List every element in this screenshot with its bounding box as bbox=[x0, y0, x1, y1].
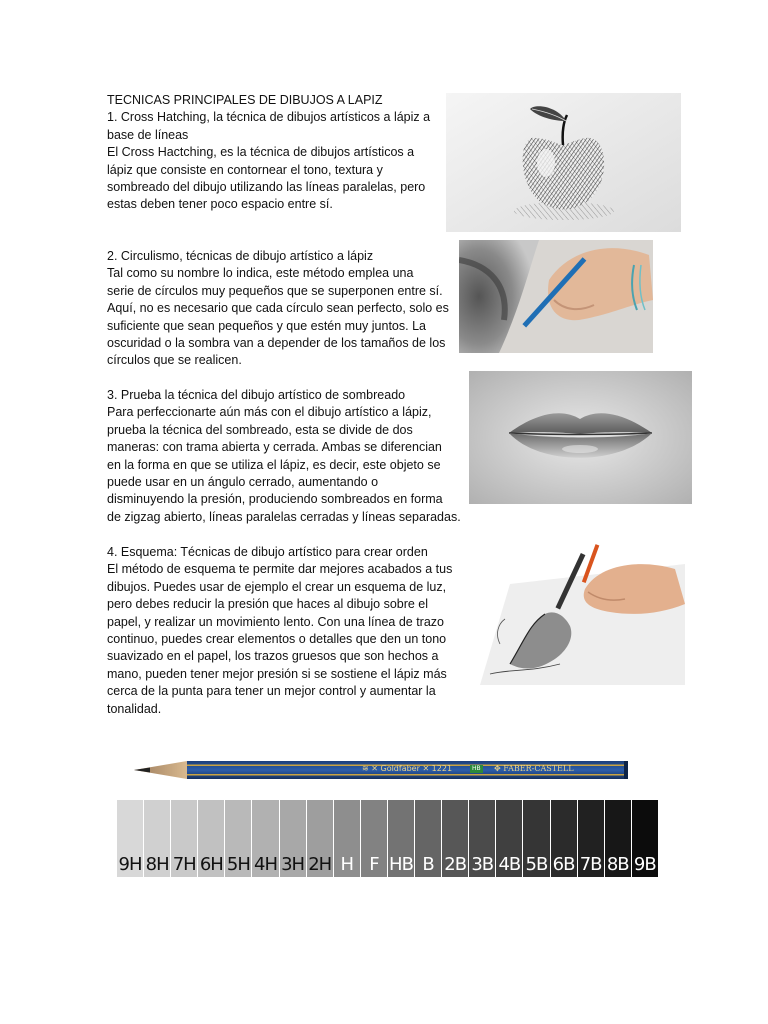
section-4-line-4: papel, y realizar un movimiento lento. Con una línea de trazo bbox=[107, 614, 444, 629]
grade-label: 7B bbox=[579, 854, 602, 875]
grade-swatch-2h bbox=[307, 800, 333, 877]
section-2-line-5: oscuridad o la sombra van a depender de los tamaños de los bbox=[107, 336, 446, 351]
section-2-line-6: círculos que se realicen. bbox=[107, 353, 242, 368]
section-4-line-6: suavizado en el papel, los trazos gruesos que son hechos a bbox=[107, 649, 439, 664]
grade-label: 6H bbox=[199, 854, 223, 875]
pencil-brand-text: ✥ FABER-CASTELL bbox=[494, 764, 574, 773]
grade-label: 3H bbox=[281, 854, 305, 875]
grade-swatch-3h bbox=[280, 800, 306, 877]
grade-label: 8B bbox=[606, 854, 629, 875]
grade-label: B bbox=[422, 854, 434, 875]
grade-swatch-f bbox=[361, 800, 387, 877]
grade-swatch-hb bbox=[388, 800, 414, 877]
grade-swatch-4h bbox=[252, 800, 278, 877]
section-3-text bbox=[107, 387, 461, 526]
grade-label: 7H bbox=[172, 854, 196, 875]
grade-label: 2B bbox=[444, 854, 467, 875]
grade-label: F bbox=[369, 854, 379, 875]
section-3-heading: 3. Prueba la técnica del dibujo artístico de sombreado bbox=[107, 388, 406, 402]
section-1-text bbox=[107, 92, 430, 214]
graphite-grade-scale bbox=[117, 800, 658, 877]
grade-swatch-7b bbox=[578, 800, 604, 877]
section-1-line-2: lápiz que consiste en contornear el tono, textura y bbox=[107, 162, 383, 177]
grade-label: 2H bbox=[308, 854, 332, 875]
grade-swatch-2b bbox=[442, 800, 468, 877]
section-4-line-5: continuo, puedes crear elementos o detalles que den un tono bbox=[107, 632, 447, 647]
section-1-heading-line-1: 1. Cross Hatching, la técnica de dibujos artísticos a lápiz a bbox=[107, 110, 431, 125]
section-4-line-9: tonalidad. bbox=[107, 701, 162, 716]
grade-label: 5H bbox=[226, 854, 250, 875]
grade-swatch-6h bbox=[198, 800, 224, 877]
grade-swatch-9b bbox=[632, 800, 658, 877]
grade-swatch-3b bbox=[469, 800, 495, 877]
section-1-line-1: El Cross Hactching, es la técnica de dibujos artísticos a bbox=[107, 145, 415, 160]
grade-label: 3B bbox=[471, 854, 494, 875]
section-4-heading: 4. Esquema: Técnicas de dibujo artístico para crear orden bbox=[107, 545, 428, 559]
apple-sketch-image bbox=[446, 93, 681, 232]
section-3-line-6: disminuyendo la presión, produciendo sombreados en forma bbox=[107, 492, 443, 507]
grade-label: 9B bbox=[633, 854, 656, 875]
section-3-line-7: de zigzag abierto, líneas paralelas cerradas y líneas separadas. bbox=[107, 509, 461, 524]
pencil-model-text: ≋ ✕ Goldfaber ✕ 1221 bbox=[362, 764, 453, 773]
section-2-line-1: Tal como su nombre lo indica, este método emplea una bbox=[107, 266, 414, 281]
section-2-line-3: Aquí, no es necesario que cada círculo sean perfecto, solo es bbox=[107, 301, 449, 316]
section-4-line-2: dibujos. Puedes usar de ejemplo el crear un esquema de luz, bbox=[107, 579, 447, 594]
pencil-grade-text: HB bbox=[472, 765, 481, 772]
section-2-line-2: serie de círculos muy pequeños que se superponen entre sí. bbox=[107, 283, 443, 298]
grade-label: H bbox=[340, 854, 354, 875]
section-4-line-1: El método de esquema te permite dar mejores acabados a tus bbox=[107, 562, 453, 577]
grade-swatch-5b bbox=[523, 800, 549, 877]
section-4-line-3: pero debes reducir la presión que haces al dibujo sobre el bbox=[107, 597, 429, 612]
doc-title: TECNICAS PRINCIPALES DE DIBUJOS A LAPIZ bbox=[107, 93, 383, 107]
section-1-heading-line-2: base de líneas bbox=[107, 127, 189, 142]
section-3-line-5: puede usar en un ángulo cerrado, aumentando o bbox=[107, 475, 379, 490]
grade-swatch-5h bbox=[225, 800, 251, 877]
section-1-line-4: estas deben tener poco espacio entre sí. bbox=[107, 197, 333, 212]
grade-label: 6B bbox=[552, 854, 575, 875]
section-1-line-3: sombreado del dibujo utilizando las líneas paralelas, pero bbox=[107, 180, 426, 195]
section-2-heading: 2. Circulismo, técnicas de dibujo artístico a lápiz bbox=[107, 249, 374, 263]
grade-swatch-6b bbox=[551, 800, 577, 877]
grade-swatch-8h bbox=[144, 800, 170, 877]
grade-swatch-7h bbox=[171, 800, 197, 877]
section-2-text bbox=[107, 248, 449, 370]
section-3-line-2: prueba la técnica del sombreado, esta se divide de dos bbox=[107, 422, 413, 437]
hand-sketch-image bbox=[470, 544, 685, 685]
pencil-image bbox=[132, 755, 632, 789]
grade-swatch-4b bbox=[496, 800, 522, 877]
section-3-line-1: Para perfeccionarte aún más con el dibujo artístico a lápiz, bbox=[107, 405, 432, 420]
lips-sketch-image bbox=[469, 371, 692, 504]
grade-label: 4B bbox=[498, 854, 521, 875]
grade-swatch-9h bbox=[117, 800, 143, 877]
grade-label: 8H bbox=[145, 854, 169, 875]
grade-label: 5B bbox=[525, 854, 548, 875]
section-3-line-3: maneras: con trama abierta y cerrada. Ambas se diferencian bbox=[107, 440, 442, 455]
section-4-text bbox=[107, 544, 452, 718]
grade-label: 9H bbox=[118, 854, 142, 875]
grade-swatch-8b bbox=[605, 800, 631, 877]
hand-drawing-image bbox=[459, 240, 653, 353]
section-4-line-7: mano, pueden tener mejor presión si se sostiene el lápiz más bbox=[107, 666, 447, 681]
grade-label: 4H bbox=[254, 854, 278, 875]
section-3-line-4: en la forma en que se utiliza el lápiz, es decir, este objeto se bbox=[107, 457, 441, 472]
grade-swatch-h bbox=[334, 800, 360, 877]
section-4-line-8: cerca de la punta para tener un mejor control y aumentar la bbox=[107, 684, 436, 699]
section-2-line-4: suficiente que sean pequeños y que estén muy juntos. La bbox=[107, 318, 426, 333]
grade-label: HB bbox=[389, 854, 413, 875]
grade-swatch-b bbox=[415, 800, 441, 877]
